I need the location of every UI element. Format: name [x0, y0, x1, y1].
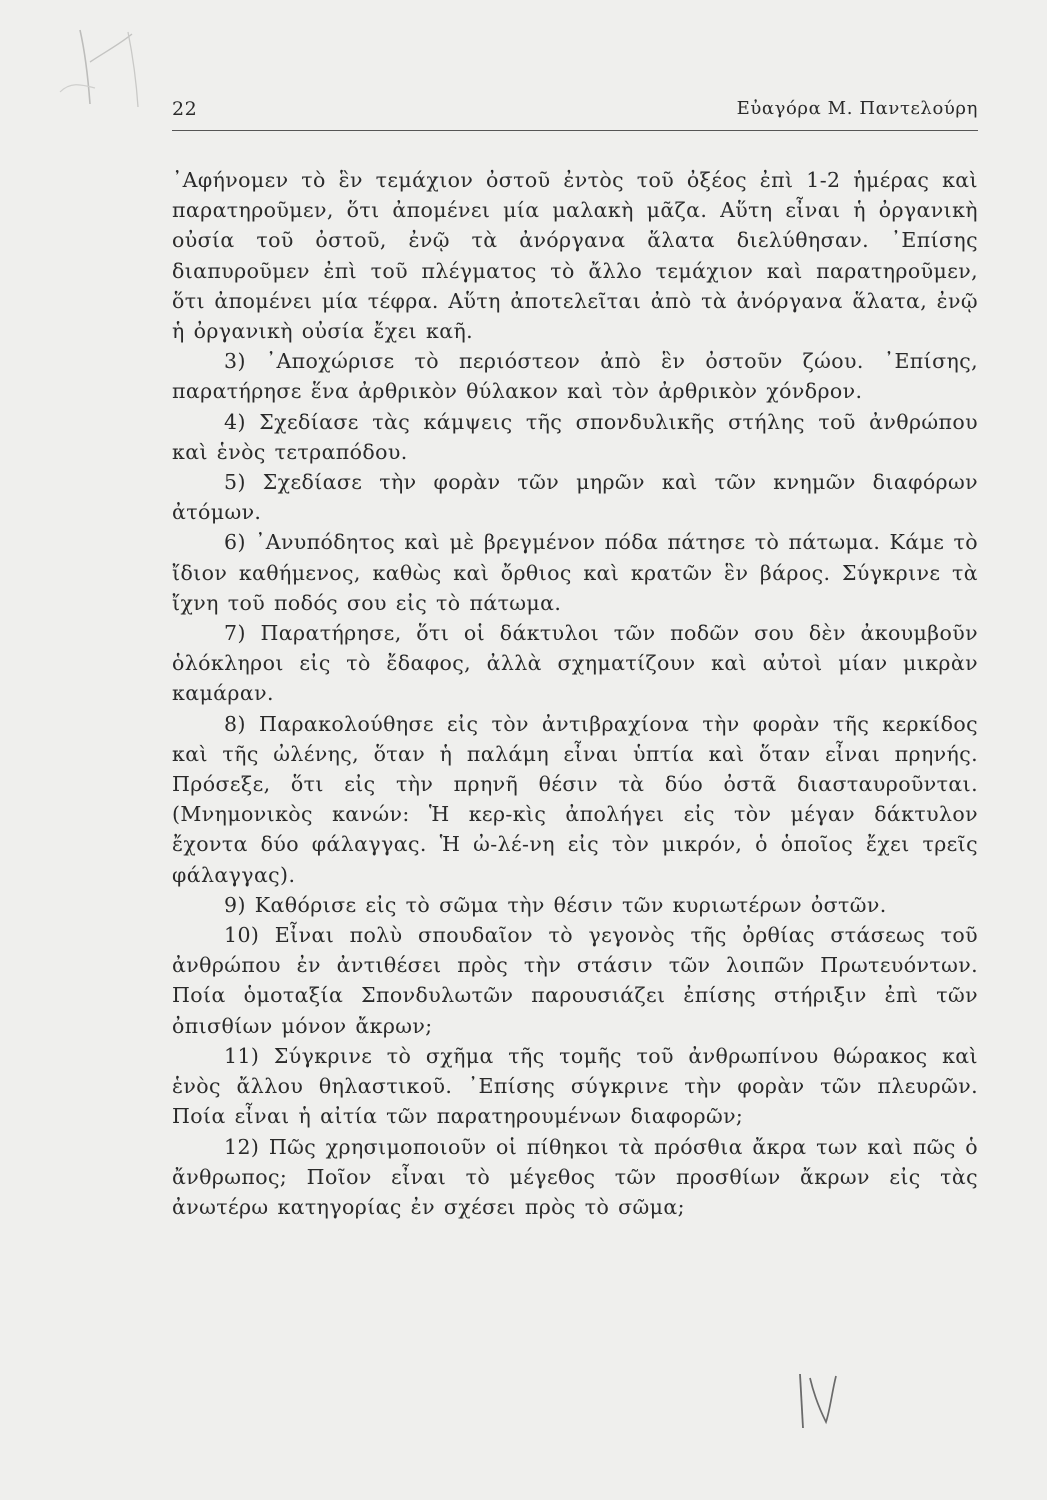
paragraph-item-11: 11) Σύγκρινε τὸ σχῆμα τῆς τομῆς τοῦ ἀνθρωπίνου θώρακος καὶ ἑνὸς ἄλλου θηλαστικοῦ. ᾿Επίσης σύγκρινε τὴν φορὰν τῶν πλευρῶν. Ποία εἶναι ἡ αἰτία τῶν παρατηρουμένων διαφορῶν; [172, 1043, 978, 1129]
paragraph-item-12: 12) Πῶς χρησιμοποιοῦν οἱ πίθηκοι τὰ πρόσθια ἄκρα των καὶ πῶς ὁ ἄνθρωπος; Ποῖον εἶναι τὸ μέγεθος τῶν προσθίων ἄκρων εἰς τὰς ἀνωτέρω κατηγορίας ἐν σχέσει πρὸς τὸ σῶμα; [172, 1134, 978, 1219]
paragraph-item-8: 8) Παρακολούθησε εἰς τὸν ἀντιβραχίονα τὴν φορὰν τῆς κερκίδος καὶ τῆς ὠλένης, ὅταν ἡ παλάμη εἶναι ὑπτία καὶ ὅταν εἶναι πρηνής. Πρόσεξε, ὅτι εἰς τὴν πρηνῆ θέσιν τὰ δύο ὀστᾶ διασταυροῦνται. (Μνημονικὸς κανών: Ἡ κερ-κὶς ἀπολήγει εἰς τὸν μέγαν δάκτυλον ἔχοντα δύο φάλαγγας. Ἡ ὠ-λέ-νη εἰς τὸν μικρόν, ὁ ὁποῖος ἔχει τρεῖς φάλαγγας). [172, 711, 978, 887]
running-head: Εὐαγόρα Μ. Παντελούρη [736, 98, 978, 119]
paragraph-intro: ᾿Αφήνομεν τὸ ἓν τεμάχιον ὀστοῦ ἐντὸς τοῦ ὀξέος ἐπὶ 1-2 ἡμέρας καὶ παρατηροῦμεν, ὅτι ἀπομένει μία μαλακὴ μᾶζα. Αὕτη εἶναι ἡ ὀργανικὴ οὐσία τοῦ ὀστοῦ, ἐνῷ τὰ ἀνόργανα ἅλατα διελύθησαν. ᾿Επίσης διαπυροῦμεν ἐπὶ τοῦ πλέγματος τὸ ἄλλο τεμάχιον καὶ παρατηροῦμεν, ὅτι ἀπομένει μία τέφρα. Αὕτη ἀποτελεῖται ἀπὸ τὰ ἀνόργανα ἅλατα, ἐνῷ ἡ ὀργανικὴ οὐσία ἔχει καῆ. [172, 168, 978, 344]
handwritten-corner-mark [50, 22, 160, 112]
paragraph-item-9: 9) Καθόρισε εἰς τὸ σῶμα τὴν θέσιν τῶν κυριωτέρων ὀστῶν. [224, 892, 887, 917]
paragraph-item-3: 3) ᾿Αποχώρισε τὸ περιόστεον ἀπὸ ἓν ὀστοῦν ζώου. ᾿Επίσης, παρατήρησε ἕνα ἀρθρικὸν θύλακον καὶ τὸν ἀρθρικὸν χόνδρον. [172, 349, 978, 404]
page-header [172, 98, 978, 134]
header-rule [172, 130, 978, 131]
paragraph-item-7: 7) Παρατήρησε, ὅτι οἱ δάκτυλοι τῶν ποδῶν σου δὲν ἀκουμβοῦν ὁλόκληροι εἰς τὸ ἔδαφος, ἀλλὰ σχηματίζουν καὶ αὐτοὶ μίαν μικρὰν καμάραν. [172, 621, 978, 706]
page-number: 22 [172, 98, 198, 120]
handwritten-margin-mark [792, 1370, 842, 1432]
paragraph-item-4: 4) Σχεδίασε τὰς κάμψεις τῆς σπονδυλικῆς στήλης τοῦ ἀνθρώπου καὶ ἑνὸς τετραπόδου. [172, 409, 978, 464]
body-text [172, 165, 978, 1222]
paragraph-item-5: 5) Σχεδίασε τὴν φορὰν τῶν μηρῶν καὶ τῶν κνημῶν διαφόρων ἀτόμων. [172, 470, 978, 525]
paragraph-item-10: 10) Εἶναι πολὺ σπουδαῖον τὸ γεγονὸς τῆς ὀρθίας στάσεως τοῦ ἀνθρώπου ἐν ἀντιθέσει πρὸς τὴν στάσιν τῶν λοιπῶν Πρωτευόντων. Ποία ὁμοταξία Σπονδυλωτῶν παρουσιάζει ἐπίσης στήριξιν ἐπὶ τῶν ὀπισθίων μόνον ἄκρων; [172, 923, 978, 1038]
paragraph-item-6: 6) ᾿Ανυπόδητος καὶ μὲ βρεγμένον πόδα πάτησε τὸ πάτωμα. Κάμε τὸ ἴδιον καθήμενος, καθὼς καὶ ὄρθιος καὶ κρατῶν ἓν βάρος. Σύγκρινε τὰ ἴχνη τοῦ ποδός σου εἰς τὸ πάτωμα. [172, 530, 978, 615]
